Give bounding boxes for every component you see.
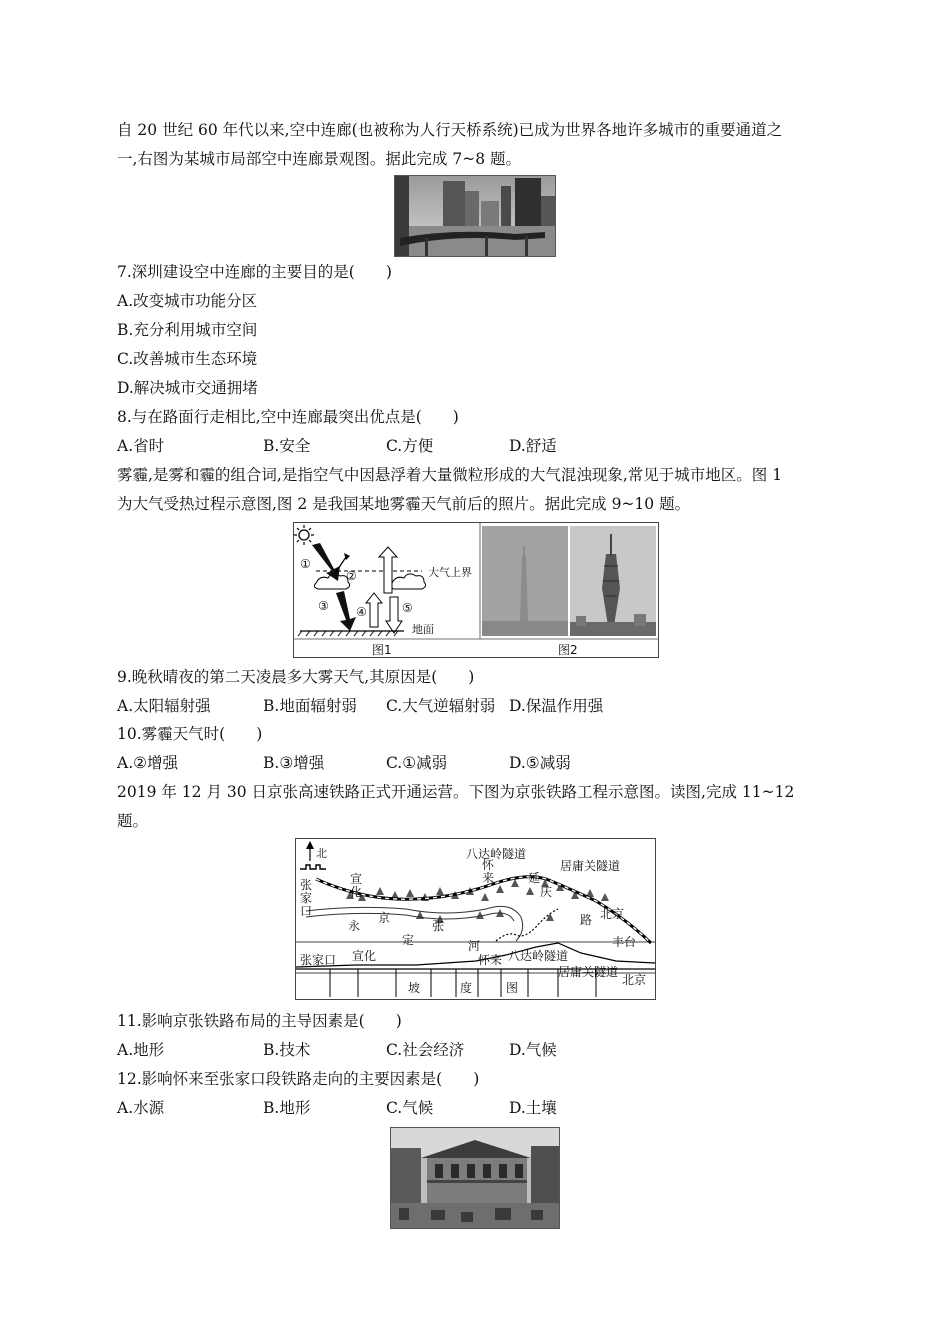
intro-railway-line1: 2019 年 12 月 30 日京张高速铁路正式开通运营。下图为京张铁路工程示意图。读图,完成 11~12 — [117, 783, 795, 801]
q8-stem: 8.与在路面行走相比,空中连廊最突出优点是( ) — [117, 408, 459, 426]
q10-option-c[interactable]: C.①减弱 — [386, 754, 448, 772]
q11-option-c[interactable]: C.社会经济 — [386, 1041, 465, 1059]
yanqing-label-1: 延 — [528, 871, 541, 885]
river-char-ding: 定 — [402, 933, 415, 947]
slope-char-po: 坡 — [408, 981, 421, 995]
zhangjiakou-profile-label: 张家口 — [300, 953, 337, 967]
q9-option-c[interactable]: C.大气逆辐射弱 — [386, 697, 496, 715]
ground-label: 地面 — [412, 623, 434, 636]
north-label: 北 — [316, 847, 327, 860]
q9-stem: 9.晚秋晴夜的第二天凌晨多大雾天气,其原因是( ) — [117, 668, 475, 686]
juyongguan-profile-label: 居庸关隧道 — [558, 965, 619, 979]
q11-option-d[interactable]: D.气候 — [509, 1041, 557, 1059]
q8-option-b[interactable]: B.安全 — [263, 437, 311, 455]
river-char-yong: 永 — [348, 919, 361, 933]
yanqing-label-2: 庆 — [540, 885, 553, 899]
q12-option-b[interactable]: B.地形 — [263, 1099, 311, 1117]
label-4: ④ — [356, 605, 367, 619]
label-1: ① — [300, 557, 311, 571]
q12-option-d[interactable]: D.土壤 — [509, 1099, 557, 1117]
q12-option-c[interactable]: C.气候 — [386, 1099, 434, 1117]
label-3: ③ — [318, 599, 329, 613]
intro-smog-line1: 雾霾,是雾和霾的组合词,是指空气中因悬浮着大量微粒形成的大气混浊现象,常见于城市地区。图 1 — [117, 466, 783, 484]
q12-stem: 12.影响怀来至张家口段铁路走向的主要因素是( ) — [117, 1070, 480, 1088]
juyongguan-tunnel-label: 居庸关隧道 — [560, 859, 621, 873]
q7-option-c[interactable]: C.改善城市生态环境 — [117, 350, 258, 368]
intro-smog-line2: 为大气受热过程示意图,图 2 是我国某地雾霾天气前后的照片。据此完成 9~10 题。 — [117, 495, 691, 513]
jing-label: 京 — [378, 911, 391, 925]
slope-char-du: 度 — [460, 981, 473, 995]
label-2: ② — [346, 569, 357, 583]
fig2-caption: 图2 — [558, 643, 578, 657]
q10-stem: 10.雾霾天气时( ) — [117, 725, 263, 743]
badaling-profile-label: 八达岭隧道 — [508, 949, 569, 963]
zhangjiakou-map-label: 张家口 — [300, 878, 313, 918]
intro-skywalk-line2: 一,右图为某城市局部空中连廊景观图。据此完成 7~8 题。 — [117, 150, 521, 168]
intro-railway-line2: 题。 — [117, 812, 149, 830]
q12-option-a[interactable]: A.水源 — [117, 1099, 165, 1117]
q7-option-b[interactable]: B.充分利用城市空间 — [117, 321, 258, 339]
q10-option-a[interactable]: A.②增强 — [117, 754, 179, 772]
q9-option-b[interactable]: B.地面辐射弱 — [263, 697, 357, 715]
q8-option-a[interactable]: A.省时 — [117, 437, 165, 455]
xuanhua-profile-label: 宣化 — [352, 949, 377, 963]
smog-photo-before — [482, 526, 568, 636]
q10-option-d[interactable]: D.⑤减弱 — [509, 754, 571, 772]
beijing-map-label: 北京 — [600, 907, 625, 921]
huailai-profile-label: 怀来 — [478, 953, 503, 967]
badaling-tunnel-label: 八达岭隧道 — [466, 847, 527, 861]
railway-figure — [295, 838, 656, 1000]
atmosphere-figure — [293, 522, 659, 658]
river-char-he: 河 — [468, 939, 481, 953]
lu-label: 路 — [580, 913, 593, 927]
q11-option-b[interactable]: B.技术 — [263, 1041, 311, 1059]
q7-option-a[interactable]: A.改变城市功能分区 — [117, 292, 258, 310]
q11-option-a[interactable]: A.地形 — [117, 1041, 165, 1059]
zhang-label: 张 — [432, 919, 445, 933]
q7-stem: 7.深圳建设空中连廊的主要目的是( ) — [117, 263, 392, 281]
xuanhua-map-label: 宣化 — [350, 872, 363, 899]
label-5: ⑤ — [402, 601, 413, 615]
q7-option-d[interactable]: D.解决城市交通拥堵 — [117, 379, 258, 397]
q9-option-d[interactable]: D.保温作用强 — [509, 697, 604, 715]
huailai-map-label: 怀来 — [482, 858, 495, 885]
smog-photo-after — [570, 526, 656, 636]
intro-skywalk-line1: 自 20 世纪 60 年代以来,空中连廊(也被称为人行天桥系统)已成为世界各地许多城市的重要通道之 — [117, 121, 783, 139]
fengtai-label: 丰台 — [612, 935, 637, 949]
q8-option-c[interactable]: C.方便 — [386, 437, 434, 455]
historic-building-photo — [390, 1127, 560, 1229]
q9-option-a[interactable]: A.太阳辐射强 — [117, 697, 211, 715]
skywalk-photo — [394, 175, 556, 257]
top-boundary-label: 大气上界 — [428, 566, 472, 579]
slope-char-tu: 图 — [506, 981, 519, 995]
sun-icon — [299, 530, 309, 540]
q8-option-d[interactable]: D.舒适 — [509, 437, 557, 455]
q11-stem: 11.影响京张铁路布局的主导因素是( ) — [117, 1012, 402, 1030]
beijing-profile-label: 北京 — [622, 973, 647, 987]
fig1-caption: 图1 — [372, 643, 392, 657]
q10-option-b[interactable]: B.③增强 — [263, 754, 325, 772]
